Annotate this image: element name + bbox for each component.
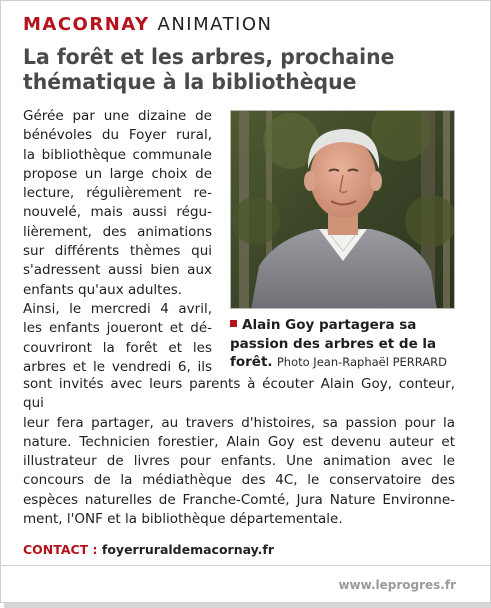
body-line: nouvelé, mais aussi régu- <box>23 204 212 221</box>
body-line: Ainsi, le mercredi 4 avril, <box>23 300 212 317</box>
photo-caption <box>230 316 470 372</box>
body-line: lecture, régulièrement re- <box>23 185 212 202</box>
article-kicker <box>23 14 273 35</box>
contact-label: CONTACT : <box>23 542 98 557</box>
body-line: couvriront la forêt et les <box>23 339 212 356</box>
body-line: propose un large choix de <box>23 165 212 182</box>
body-line: leur fera partager, au travers d'histoires, sa passion pour la <box>23 414 455 431</box>
caption-text: forêt. <box>230 354 273 370</box>
body-line: enfants qu'aux adultes. <box>23 281 183 298</box>
footer-divider <box>1 565 490 566</box>
body-full-width <box>23 375 455 529</box>
town-name: MACORNAY <box>23 14 150 35</box>
body-line: concours de la médiathèque des 4C, le conservatoire des <box>23 472 455 489</box>
article-headline <box>23 45 460 95</box>
body-line: lièrement, des animations <box>23 223 212 240</box>
section-name: ANIMATION <box>157 14 273 35</box>
body-line: ment, l'ONF et la bibliothèque départementale. <box>23 511 343 528</box>
body-line: s'adressent aussi bien aux <box>23 262 212 279</box>
caption-text: Alain Goy partagera sa <box>242 317 417 333</box>
contact-line <box>23 542 274 557</box>
body-line: sur différents thèmes qui <box>23 243 212 260</box>
photo-credit: Photo Jean-Raphaël PERRARD <box>276 355 448 369</box>
source-url: www.leprogres.fr <box>338 578 456 592</box>
body-line: les enfants joueront et dé- <box>23 320 212 337</box>
headline-line: thématique à la bibliothèque <box>23 70 357 94</box>
body-line: nature. Technicien forestier, Alain Goy est devenu auteur et <box>23 433 455 450</box>
caption-text: passion des arbres et de la <box>230 335 437 352</box>
body-column <box>23 107 212 377</box>
portrait-photo <box>230 110 455 309</box>
headline-line: La forêt et les arbres, prochaine <box>23 45 395 69</box>
caption-bullet-icon <box>230 320 237 327</box>
body-line: sont invités avec leurs parents à écouter Alain Goy, conteur, qui <box>23 376 455 412</box>
body-line: bénévoles du Foyer rural, <box>23 127 212 144</box>
portrait-image <box>231 111 455 309</box>
body-line: la bibliothèque communale <box>23 146 212 163</box>
body-line: illustrateur de livres pour enfants. Une animation avec le <box>23 453 455 470</box>
body-line: arbres et le vendredi 6, ils <box>23 358 212 375</box>
body-line: espèces naturelles de Franche-Comté, Jura Nature Environne- <box>23 491 455 508</box>
contact-website-link[interactable]: foyerruraldemacornay.fr <box>101 542 275 557</box>
body-line: Gérée par une dizaine de <box>23 108 212 124</box>
